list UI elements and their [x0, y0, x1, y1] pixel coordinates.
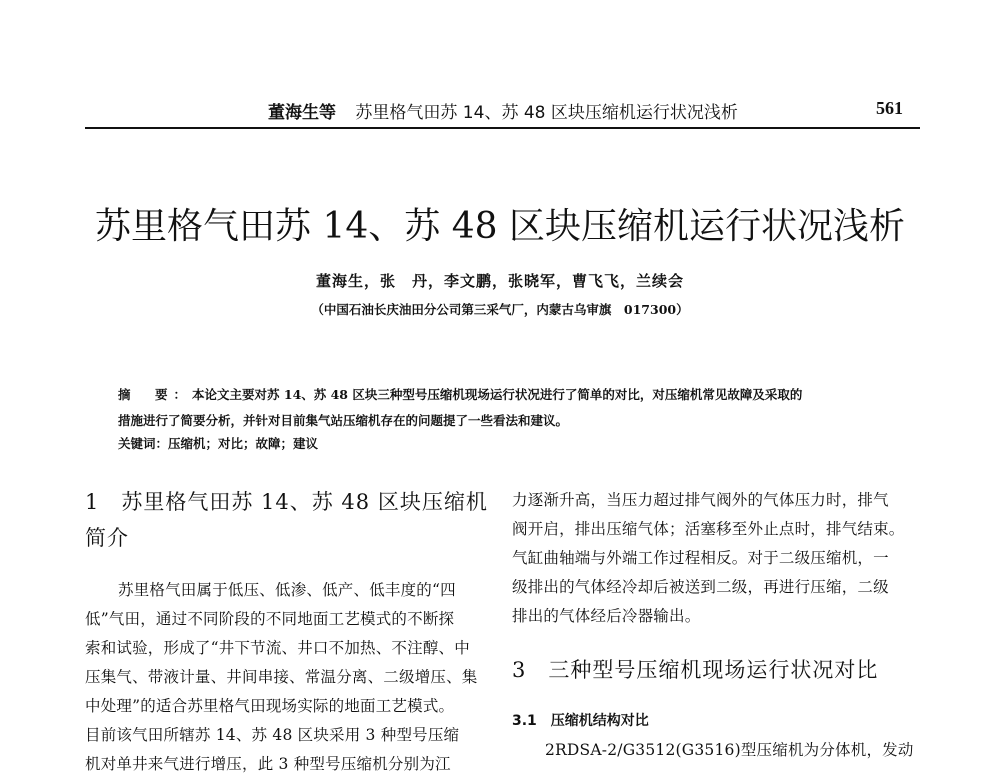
keywords-label: 关键词： [118, 436, 169, 451]
body-line: 索和试验，形成了“井下节流、井口不加热、不注醇、中 [85, 639, 470, 657]
body-line: 力逐渐升高，当压力超过排气阀外的气体压力时，排气 [512, 491, 889, 509]
body-line: 压集气、带液计量、井间串接、常温分离、二级增压、集 [85, 668, 478, 686]
section-1-heading-line-1: 1 苏里格气田苏 14、苏 48 区块压缩机 [85, 490, 488, 514]
subsection-3-1-heading: 3.1 压缩机结构对比 [512, 713, 649, 729]
keywords-text: 压缩机；对比；故障；建议 [168, 436, 319, 451]
section-3-heading: 3 三种型号压缩机现场运行状况对比 [512, 658, 879, 682]
body-line: 苏里格气田属于低压、低渗、低产、低丰度的“四 [118, 581, 456, 599]
abstract-line-2: 措施进行了简要分析，并针对目前集气站压缩机存在的问题提了一些看法和建议。 [118, 413, 569, 428]
body-line: 低”气田，通过不同阶段的不同地面工艺模式的不断探 [85, 610, 455, 628]
section-1-heading-line-2: 简介 [85, 526, 129, 550]
body-line: 气缸曲轴端与外端工作过程相反。对于二级压缩机，一 [512, 549, 889, 567]
abstract-line-1 [118, 382, 802, 408]
running-header-authors: 董海生等 [268, 103, 336, 123]
body-line: 目前该气田所辖苏 14、苏 48 区块采用 3 种型号压缩 [85, 726, 460, 744]
keywords [118, 434, 318, 452]
body-line: 中处理”的适合苏里格气田现场实际的地面工艺模式。 [85, 697, 455, 715]
paper-authors: 董海生，张 丹，李文鹏，张晓军，曹飞飞，兰续会 [315, 272, 684, 290]
body-line: 机对单井来气进行增压，此 3 种型号压缩机分别为江 [85, 755, 451, 773]
body-line: 阀开启，排出压缩气体；活塞移至外止点时，排气结束。 [512, 520, 905, 538]
running-header [268, 98, 738, 123]
body-line: 2RDSA-2/G3512(G3516)型压缩机为分体机，发动 [545, 741, 914, 759]
paper-affiliation: （中国石油长庆油田分公司第三采气厂，内蒙古乌审旗 017300） [311, 302, 689, 317]
abstract-label: 摘 要： [118, 387, 193, 402]
body-line: 排出的气体经后冷器输出。 [512, 607, 701, 625]
page-number: 561 [876, 98, 903, 118]
paper-title: 苏里格气田苏 14、苏 48 区块压缩机运行状况浅析 [95, 206, 905, 247]
abstract [118, 382, 802, 434]
running-header-title: 苏里格气田苏 14、苏 48 区块压缩机运行状况浅析 [355, 103, 738, 123]
header-rule [85, 127, 920, 129]
body-line: 级排出的气体经冷却后被送到二级，再进行压缩，二级 [512, 578, 889, 596]
abstract-text-1: 本论文主要对苏 14、苏 48 区块三种型号压缩机现场运行状况进行了简单的对比，对压缩机常见故障及采取的 [192, 387, 803, 402]
